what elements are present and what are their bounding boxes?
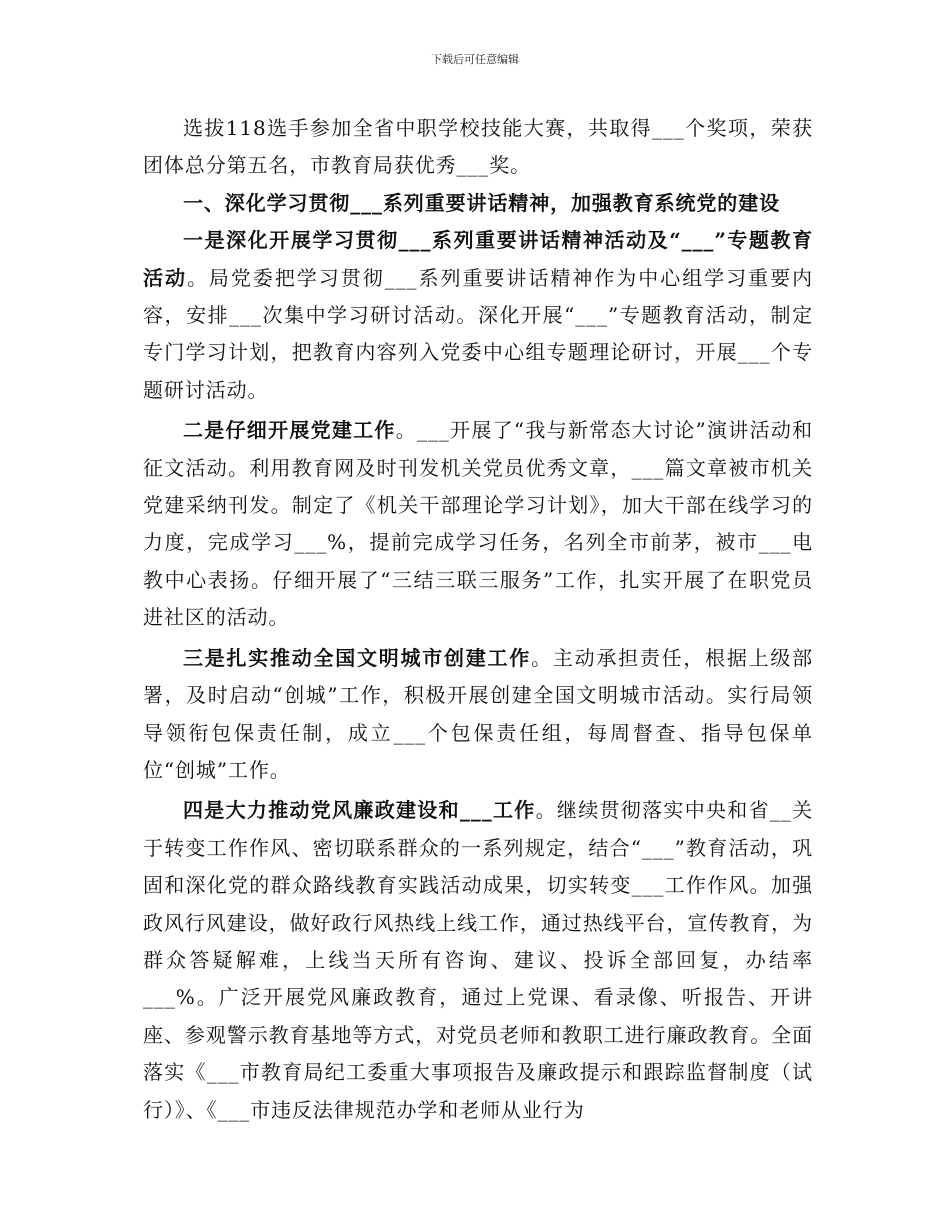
paragraph-clean-governance (143, 792, 813, 1129)
paragraph-lead-1: 一是深化开展学习贯彻___系列重要讲话精神活动及“___”专题教育活动 (143, 228, 813, 290)
page-header-note: 下载后可任意编辑 (431, 53, 519, 66)
paragraph-body-4: 。继续贯彻落实中央和省__关于转变工作作风、密切联系群众的一系列规定，结合“___”教育活动，巩固和深化党的群众路线教育实践活动成果，切实转变___工作作风。加强政风行风建设，做好政行风热线上线工作，通过热线平台，宣传教育，为群众答疑解难，上线当天所有咨询、建议、投诉全部回复，办结率___%。广泛开展党风廉政教育，通过上党课、看录像、听报告、开讲座、参观警示教育基地等方式，对党员老师和教职工进行廉政教育。全面落实《___市教育局纪工委重大事项报告及廉政提示和跟踪监督制度（试行）》、《___市违反法律规范办学和老师从业行为 (143, 798, 813, 1122)
document-body (143, 110, 813, 1129)
paragraph-study-activities (143, 222, 813, 409)
paragraph-civilized-city (143, 640, 813, 790)
paragraph-body-1: 。局党委把学习贯彻___系列重要讲话精神作为中心组学习重要内容，安排___次集中学习研讨活动。深化开展“___”专题教育活动，制定专门学习计划，把教育内容列入党委中心组专题理论研讨，开展___个专题研讨活动。 (143, 265, 813, 402)
paragraph-lead-2: 二是仔细开展党建工作 (183, 418, 396, 443)
paragraph-body-2: 。___开展了“我与新常态大讨论”演讲活动和征文活动。利用教育网及时刊发机关党员优秀文章，___篇文章被市机关党建采纳刊发。制定了《机关干部理论学习计划》，加大干部在线学习的力度，完成学习___%，提前完成学习任务，名列全市前茅，被市___电教中心表扬。仔细开展了“三结三联三服务”工作，扎实开展了在职党员进社区的活动。 (143, 418, 814, 630)
paragraph-lead-3: 三是扎实推动全国文明城市创建工作 (183, 645, 532, 670)
paragraph-skills-contest: 选拔118选手参加全省中职学校技能大赛，共取得___个奖项，荣获团体总分第五名，市教育局获优秀___奖。 (143, 116, 813, 178)
paragraph-lead-4: 四是大力推动党风廉政建设和___工作 (183, 798, 536, 823)
paragraph-party-building (143, 412, 813, 636)
section-heading-1: 一、深化学习贯彻___系列重要讲话精神，加强教育系统党的建设 (183, 190, 780, 215)
paragraph-body-3: 。主动承担责任，根据上级部署，及时启动“创城”工作，积极开展创建全国文明城市活动。实行局领导领衔包保责任制，成立___个包保责任组，每周督查、指导包保单位“创城”工作。 (143, 645, 814, 782)
